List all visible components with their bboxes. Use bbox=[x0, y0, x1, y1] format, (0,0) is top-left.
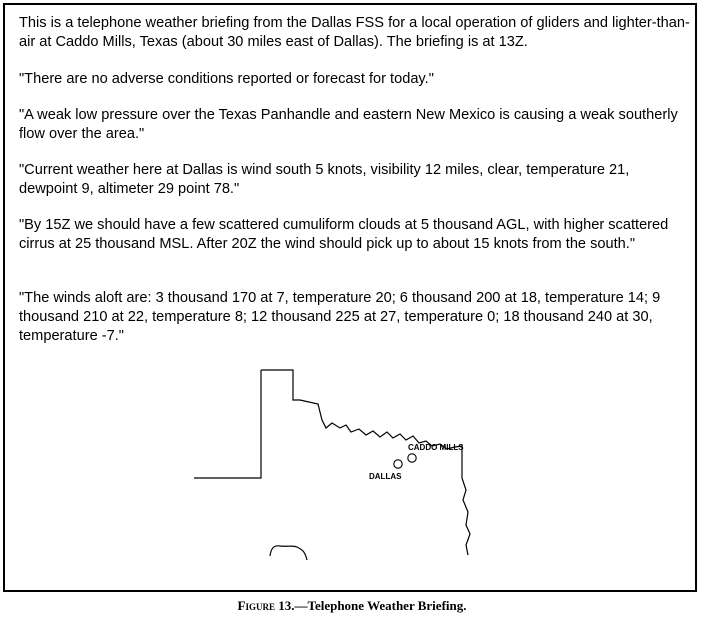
rio-grande-segment bbox=[270, 546, 307, 560]
caddo-mills-label: CADDO MILLS bbox=[408, 443, 464, 452]
briefing-paragraph-adverse: "There are no adverse conditions reported or forecast for today." bbox=[19, 71, 434, 87]
briefing-paragraph-current-weather: "Current weather here at Dallas is wind south 5 knots, visibility 12 miles, clear, temperature 21, dewpoint 9, altimeter 29 point 78." bbox=[19, 162, 630, 197]
texas-west-border bbox=[194, 370, 261, 478]
dallas-label: DALLAS bbox=[369, 472, 402, 481]
briefing-paragraph-winds-aloft: "The winds aloft are: 3 thousand 170 at 7, temperature 20; 6 thousand 200 at 18, temperature 14; 9 thousand 210 at 22, temperature 8; 12 thousand 225 at 27, temperature 0; 18 thousand 240 at 30, temperature -7." bbox=[19, 290, 661, 344]
briefing-paragraph-intro: This is a telephone weather briefing from the Dallas FSS for a local operation of gliders and lighter-than-air at Caddo Mills, Texas (about 30 miles east of Dallas). The briefing is at 13Z. bbox=[19, 15, 690, 50]
figure-caption-word: Figure bbox=[237, 598, 275, 613]
dallas-marker bbox=[394, 460, 402, 468]
briefing-paragraph-forecast: "By 15Z we should have a few scattered cumuliform clouds at 5 thousand AGL, with higher scattered cirrus at 25 thousand MSL. After 20Z the wind should pick up to about 15 knots from the south." bbox=[19, 217, 669, 252]
briefing-paragraph-synopsis: "A weak low pressure over the Texas Panhandle and eastern New Mexico is causing a weak southerly flow over the area." bbox=[19, 107, 678, 142]
texas-outline bbox=[261, 370, 470, 555]
figure-caption bbox=[0, 598, 704, 614]
figure-caption-title: 13.—Telephone Weather Briefing. bbox=[274, 598, 467, 613]
caddo-mills-marker bbox=[408, 454, 416, 462]
